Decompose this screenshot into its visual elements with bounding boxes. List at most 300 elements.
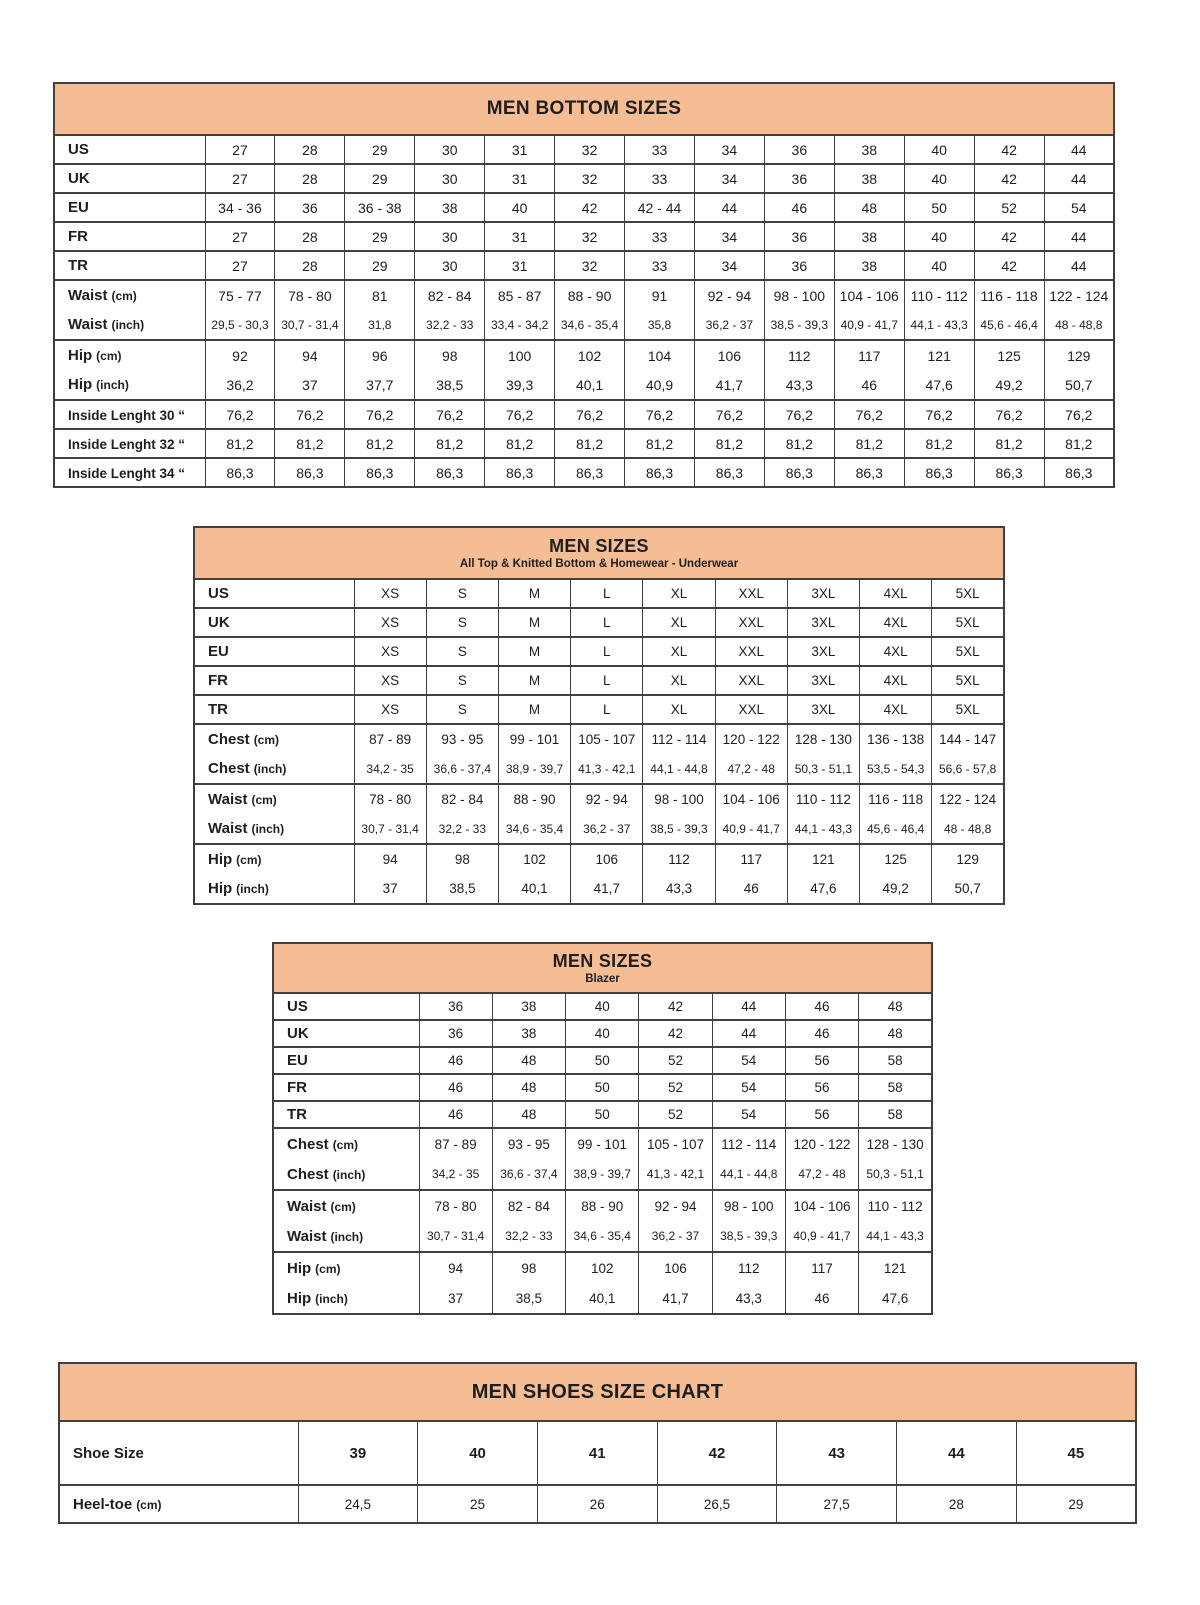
cell: 112 - 114: [712, 1128, 785, 1159]
cell: 86,3: [275, 458, 345, 487]
cell: 5XL: [932, 637, 1004, 666]
cell: 98 - 100: [643, 784, 715, 814]
cell: 46: [785, 1283, 858, 1314]
cell: 40: [566, 993, 639, 1020]
cell: 81,2: [205, 429, 275, 458]
row-label: [194, 844, 354, 874]
cell: 3XL: [787, 579, 859, 608]
row-label-text: Hip: [68, 376, 93, 393]
cell: 86,3: [485, 458, 555, 487]
cell: 45,6 - 46,4: [860, 814, 932, 844]
cell: 81,2: [764, 429, 834, 458]
cell: 4XL: [860, 695, 932, 724]
table-title: MEN BOTTOM SIZES: [486, 98, 682, 119]
table-title: MEN SIZES: [549, 536, 649, 556]
cell: XS: [354, 666, 426, 695]
row-label-text: US: [208, 585, 229, 602]
cell: 86,3: [834, 458, 904, 487]
cell: 76,2: [694, 400, 764, 429]
row-fr: [273, 1074, 932, 1101]
cell: S: [426, 666, 498, 695]
cell: 116 - 118: [860, 784, 932, 814]
cell: 82 - 84: [415, 280, 485, 310]
row-uk: [194, 608, 1004, 637]
cell: 42 - 44: [625, 193, 695, 222]
cell: 122 - 124: [1044, 280, 1114, 310]
cell: 121: [787, 844, 859, 874]
cell: 30: [415, 251, 485, 280]
cell: XXL: [715, 579, 787, 608]
row-label-unit: (cm): [251, 793, 277, 807]
cell: 29,5 - 30,3: [205, 310, 275, 340]
cell: 41,7: [571, 874, 643, 904]
cell: 98: [415, 340, 485, 370]
cell: 36: [764, 222, 834, 251]
cell: 40,1: [555, 370, 625, 400]
cell: 42: [974, 251, 1044, 280]
row-label-unit: (inch): [236, 882, 269, 896]
cell: 58: [859, 1047, 932, 1074]
cell: 86,3: [764, 458, 834, 487]
cell: 4XL: [860, 637, 932, 666]
cell: 5XL: [932, 608, 1004, 637]
cell: 44: [712, 1020, 785, 1047]
cell: 81,2: [974, 429, 1044, 458]
cell: 76,2: [834, 400, 904, 429]
cell: 26: [537, 1485, 657, 1523]
cell: 86,3: [625, 458, 695, 487]
cell: 27,5: [777, 1485, 897, 1523]
row-heel-toe-cm: [59, 1485, 1136, 1523]
cell: 3XL: [787, 695, 859, 724]
row-label-text: Waist: [208, 791, 248, 808]
cell: 3XL: [787, 637, 859, 666]
cell: 33: [625, 251, 695, 280]
cell: 32: [555, 251, 625, 280]
row-label: [194, 695, 354, 724]
row-eu: [273, 1047, 932, 1074]
cell: 112 - 114: [643, 724, 715, 754]
cell: M: [498, 637, 570, 666]
cell: 121: [859, 1252, 932, 1283]
cell: 38,9 - 39,7: [498, 754, 570, 784]
cell: 42: [974, 135, 1044, 164]
cell: 117: [715, 844, 787, 874]
cell: 76,2: [555, 400, 625, 429]
row-label: [54, 400, 205, 429]
cell: 54: [712, 1101, 785, 1128]
cell: 38: [492, 993, 565, 1020]
cell: 34,2 - 35: [354, 754, 426, 784]
cell: 30,7 - 31,4: [354, 814, 426, 844]
row-tr: [194, 695, 1004, 724]
cell: 98 - 100: [712, 1190, 785, 1221]
cell: 38,5: [492, 1283, 565, 1314]
cell: 54: [1044, 193, 1114, 222]
cell: 31: [485, 222, 555, 251]
men-bottom-sizes-table: [53, 82, 1115, 488]
row-waist-inch: [194, 814, 1004, 844]
row-waist-cm: [273, 1190, 932, 1221]
cell: S: [426, 608, 498, 637]
row-label-unit: (cm): [315, 1261, 341, 1276]
cell: 81,2: [345, 429, 415, 458]
cell: 33: [625, 135, 695, 164]
cell: 3XL: [787, 608, 859, 637]
cell: L: [571, 579, 643, 608]
row-label-text: Waist: [68, 287, 108, 304]
cell: 125: [860, 844, 932, 874]
cell: 46: [715, 874, 787, 904]
row-label: [194, 666, 354, 695]
cell: 50: [904, 193, 974, 222]
cell: 36,2 - 37: [639, 1221, 712, 1252]
men-sizes-tops-grid: [193, 578, 1005, 905]
cell: 56,6 - 57,8: [932, 754, 1004, 784]
cell: 40: [904, 135, 974, 164]
cell: XS: [354, 695, 426, 724]
cell: 46: [785, 993, 858, 1020]
cell: 40: [566, 1020, 639, 1047]
row-label-text: Waist: [287, 1197, 327, 1215]
row-uk: [54, 164, 1114, 193]
cell: 30,7 - 31,4: [275, 310, 345, 340]
row-label-text: Chest: [287, 1165, 329, 1183]
cell: 30: [415, 222, 485, 251]
row-label: [59, 1485, 298, 1523]
row-label: [273, 1159, 419, 1190]
row-tr: [273, 1101, 932, 1128]
row-inside-lenght-32: [54, 429, 1114, 458]
cell: 48 - 48,8: [932, 814, 1004, 844]
row-label-text: EU: [68, 199, 89, 216]
row-label-text: Hip: [287, 1259, 312, 1277]
row-label-text: UK: [68, 170, 90, 187]
cell: 4XL: [860, 666, 932, 695]
row-label: [273, 1221, 419, 1252]
cell: XL: [643, 695, 715, 724]
cell: 110 - 112: [859, 1190, 932, 1221]
cell: 31: [485, 135, 555, 164]
cell: 116 - 118: [974, 280, 1044, 310]
cell: 81,2: [625, 429, 695, 458]
cell: 48: [859, 1020, 932, 1047]
row-label-text: Chest: [208, 731, 250, 748]
cell: 34,6 - 35,4: [555, 310, 625, 340]
row-label-unit: (inch): [111, 318, 145, 332]
row-label-text: UK: [208, 614, 230, 631]
cell: 92 - 94: [571, 784, 643, 814]
cell: 37: [419, 1283, 492, 1314]
row-chest-cm: [194, 724, 1004, 754]
cell: 5XL: [932, 579, 1004, 608]
cell: 47,6: [904, 370, 974, 400]
cell: 76,2: [974, 400, 1044, 429]
cell: 48: [834, 193, 904, 222]
row-label-text: US: [68, 141, 89, 158]
cell: 53,5 - 54,3: [860, 754, 932, 784]
cell: 128 - 130: [787, 724, 859, 754]
row-label-unit: (inch): [253, 762, 287, 776]
cell: 38,5: [426, 874, 498, 904]
row-label-text: Chest: [208, 760, 250, 777]
cell: 28: [275, 222, 345, 251]
cell: 47,6: [787, 874, 859, 904]
row-chest-inch: [273, 1159, 932, 1190]
cell: 92: [205, 340, 275, 370]
cell: 104: [625, 340, 695, 370]
row-label-text: Hip: [208, 880, 233, 897]
cell: S: [426, 695, 498, 724]
row-label: [273, 1020, 419, 1047]
cell: M: [498, 695, 570, 724]
cell: 38,5 - 39,3: [764, 310, 834, 340]
row-label: [59, 1421, 298, 1485]
row-label: [54, 251, 205, 280]
cell: XL: [643, 608, 715, 637]
cell: 86,3: [904, 458, 974, 487]
cell: 106: [694, 340, 764, 370]
row-label-text: FR: [68, 228, 88, 245]
cell: 46: [764, 193, 834, 222]
cell: 94: [354, 844, 426, 874]
cell: 54: [712, 1047, 785, 1074]
cell: 86,3: [1044, 458, 1114, 487]
cell: 40: [904, 251, 974, 280]
cell: 86,3: [694, 458, 764, 487]
cell: 117: [785, 1252, 858, 1283]
cell: 44: [694, 193, 764, 222]
cell: 32: [555, 135, 625, 164]
cell: 85 - 87: [485, 280, 555, 310]
row-label-text: EU: [208, 643, 229, 660]
cell: 102: [555, 340, 625, 370]
cell: 76,2: [485, 400, 555, 429]
cell: 99 - 101: [566, 1128, 639, 1159]
row-label: [194, 608, 354, 637]
men-sizes-blazer-header: [272, 942, 933, 992]
cell: S: [426, 637, 498, 666]
row-uk: [273, 1020, 932, 1047]
row-label: [54, 222, 205, 251]
row-label: [54, 135, 205, 164]
row-label-text: TR: [68, 257, 88, 274]
cell: 36: [419, 1020, 492, 1047]
cell: 50,7: [932, 874, 1004, 904]
cell: 81,2: [1044, 429, 1114, 458]
row-eu: [194, 637, 1004, 666]
cell: 110 - 112: [787, 784, 859, 814]
cell: 41,7: [639, 1283, 712, 1314]
cell: 4XL: [860, 608, 932, 637]
cell: 40,9: [625, 370, 695, 400]
row-label-unit: (cm): [96, 349, 122, 363]
cell: 129: [932, 844, 1004, 874]
cell: 40: [904, 222, 974, 251]
men-sizes-tops-table: [193, 526, 1005, 905]
cell: 35,8: [625, 310, 695, 340]
cell: 29: [345, 222, 415, 251]
table-subtitle: Blazer: [585, 973, 620, 985]
row-waist-inch: [273, 1221, 932, 1252]
cell: 47,6: [859, 1283, 932, 1314]
cell: 44: [897, 1421, 1017, 1485]
row-hip-inch: [194, 874, 1004, 904]
cell: 5XL: [932, 666, 1004, 695]
row-label-text: Hip: [68, 347, 93, 364]
men-shoes-size-header: [58, 1362, 1137, 1420]
cell: 82 - 84: [492, 1190, 565, 1221]
cell: 41,7: [694, 370, 764, 400]
cell: 27: [205, 251, 275, 280]
row-label: [54, 458, 205, 487]
cell: 99 - 101: [498, 724, 570, 754]
cell: 33: [625, 164, 695, 193]
row-label-text: Inside Lenght 32 “: [68, 436, 186, 452]
cell: S: [426, 579, 498, 608]
cell: 76,2: [415, 400, 485, 429]
cell: 44: [712, 993, 785, 1020]
row-label-unit: (cm): [332, 1137, 359, 1152]
row-shoe-size: [59, 1421, 1136, 1485]
row-label-text: Waist: [208, 820, 248, 837]
cell: 42: [639, 1020, 712, 1047]
cell: 52: [639, 1074, 712, 1101]
cell: 43,3: [712, 1283, 785, 1314]
cell: 41,3 - 42,1: [571, 754, 643, 784]
cell: 121: [904, 340, 974, 370]
cell: 36 - 38: [345, 193, 415, 222]
cell: 91: [625, 280, 695, 310]
cell: 43: [777, 1421, 897, 1485]
cell: 78 - 80: [419, 1190, 492, 1221]
cell: 36: [275, 193, 345, 222]
cell: 38: [415, 193, 485, 222]
men-sizes-blazer-grid: [272, 992, 933, 1315]
men-bottom-sizes-grid: [53, 134, 1115, 488]
cell: 42: [657, 1421, 777, 1485]
cell: 120 - 122: [715, 724, 787, 754]
cell: 34,6 - 35,4: [498, 814, 570, 844]
cell: 86,3: [205, 458, 275, 487]
cell: 28: [897, 1485, 1017, 1523]
cell: 38: [834, 222, 904, 251]
cell: 45: [1016, 1421, 1136, 1485]
cell: L: [571, 637, 643, 666]
cell: 37,7: [345, 370, 415, 400]
cell: 34,6 - 35,4: [566, 1221, 639, 1252]
cell: 56: [785, 1047, 858, 1074]
cell: 49,2: [974, 370, 1044, 400]
cell: 88 - 90: [498, 784, 570, 814]
cell: 98: [426, 844, 498, 874]
cell: 128 - 130: [859, 1128, 932, 1159]
row-eu: [54, 193, 1114, 222]
row-label-text: Inside Lenght 34 “: [68, 465, 186, 481]
cell: 92 - 94: [639, 1190, 712, 1221]
cell: 87 - 89: [354, 724, 426, 754]
cell: 32,2 - 33: [492, 1221, 565, 1252]
cell: 38,5: [415, 370, 485, 400]
cell: XS: [354, 579, 426, 608]
cell: 136 - 138: [860, 724, 932, 754]
cell: 54: [712, 1074, 785, 1101]
cell: 40,9 - 41,7: [834, 310, 904, 340]
row-label: [273, 993, 419, 1020]
cell: 88 - 90: [555, 280, 625, 310]
cell: 38: [834, 251, 904, 280]
row-label-unit: (inch): [251, 822, 285, 836]
row-hip-cm: [194, 844, 1004, 874]
cell: 112: [643, 844, 715, 874]
cell: 46: [419, 1101, 492, 1128]
cell: 32: [555, 164, 625, 193]
cell: 34: [694, 222, 764, 251]
cell: 76,2: [345, 400, 415, 429]
row-fr: [54, 222, 1114, 251]
cell: 40: [485, 193, 555, 222]
row-label: [273, 1074, 419, 1101]
cell: 28: [275, 135, 345, 164]
cell: 50: [566, 1101, 639, 1128]
row-waist-cm: [54, 280, 1114, 310]
cell: 76,2: [764, 400, 834, 429]
cell: 104 - 106: [715, 784, 787, 814]
cell: 39: [298, 1421, 418, 1485]
row-hip-inch: [54, 370, 1114, 400]
cell: 87 - 89: [419, 1128, 492, 1159]
row-label-unit: (cm): [111, 289, 137, 303]
cell: 43,3: [764, 370, 834, 400]
cell: 40,1: [566, 1283, 639, 1314]
cell: 48: [492, 1074, 565, 1101]
cell: 36: [764, 251, 834, 280]
cell: 27: [205, 164, 275, 193]
row-us: [54, 135, 1114, 164]
row-label: [54, 370, 205, 400]
cell: 76,2: [1044, 400, 1114, 429]
cell: M: [498, 579, 570, 608]
cell: 31: [485, 164, 555, 193]
cell: 92 - 94: [694, 280, 764, 310]
cell: 144 - 147: [932, 724, 1004, 754]
cell: 88 - 90: [566, 1190, 639, 1221]
cell: 86,3: [345, 458, 415, 487]
men-sizes-tops-header: [193, 526, 1005, 578]
row-label-text: FR: [287, 1079, 307, 1096]
cell: 31: [485, 251, 555, 280]
row-waist-inch: [54, 310, 1114, 340]
cell: 40,1: [498, 874, 570, 904]
row-label: [273, 1190, 419, 1221]
row-label-unit: (inch): [330, 1229, 364, 1244]
cell: 94: [275, 340, 345, 370]
row-label-unit: (inch): [96, 378, 129, 392]
cell: 30,7 - 31,4: [419, 1221, 492, 1252]
row-label-text: TR: [287, 1106, 307, 1123]
cell: 34: [694, 251, 764, 280]
cell: 36: [764, 135, 834, 164]
cell: 56: [785, 1074, 858, 1101]
row-label: [194, 579, 354, 608]
cell: 78 - 80: [354, 784, 426, 814]
cell: XL: [643, 666, 715, 695]
cell: 56: [785, 1101, 858, 1128]
cell: 125: [974, 340, 1044, 370]
cell: 58: [859, 1074, 932, 1101]
row-label-unit: (cm): [136, 1497, 162, 1512]
row-label: [194, 637, 354, 666]
